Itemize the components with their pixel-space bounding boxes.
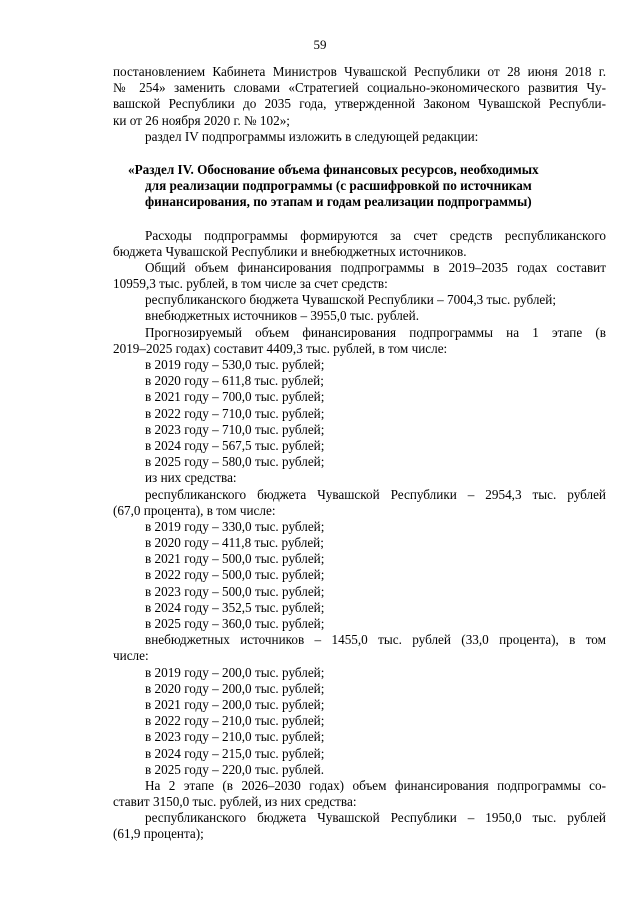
text-line: № 254» заменить словами «Стратегией социально-экономического развития Чу- — [113, 80, 606, 96]
text-line: бюджета Чувашской Республики и внебюджетных источников. — [113, 243, 467, 259]
text-line: в 2020 году – 611,8 тыс. рублей; — [145, 373, 324, 389]
text-line: в 2023 году – 500,0 тыс. рублей; — [145, 583, 325, 599]
text-line: раздел IV подпрограммы изложить в следующей редакции: — [145, 128, 479, 144]
text-line: Общий объем финансирования подпрограммы в 2019–2035 годах составит — [145, 259, 606, 275]
text-line: в 2021 году – 500,0 тыс. рублей; — [145, 551, 325, 567]
text-line: внебюджетных источников – 1455,0 тыс. рублей (33,0 процента), в том — [145, 632, 606, 648]
text-line: в 2022 году – 710,0 тыс. рублей; — [145, 405, 325, 421]
text-line: в 2024 году – 567,5 тыс. рублей; — [145, 437, 325, 453]
text-line: в 2022 году – 210,0 тыс. рублей; — [145, 713, 325, 729]
page-content — [113, 64, 606, 843]
text-line: Прогнозируемый объем финансирования подпрограммы на 1 этапе (в — [145, 324, 606, 340]
text-line: в 2025 году – 580,0 тыс. рублей; — [145, 454, 325, 470]
text-line: (61,9 процента); — [113, 826, 204, 842]
text-line: в 2021 году – 200,0 тыс. рублей; — [145, 696, 325, 712]
text-line: в 2025 году – 220,0 тыс. рублей. — [145, 761, 325, 777]
text-line: На 2 этапе (в 2026–2030 годах) объем финансирования подпрограммы со- — [145, 777, 606, 793]
text-line: республиканского бюджета Чувашской Республики – 7004,3 тыс. рублей; — [145, 292, 556, 308]
text-line: в 2023 году – 210,0 тыс. рублей; — [145, 729, 325, 745]
text-line: в 2020 году – 411,8 тыс. рублей; — [145, 535, 324, 551]
text-line: Расходы подпрограммы формируются за счет средств республиканского — [145, 227, 606, 243]
text-line: ки от 26 ноября 2020 г. № 102»; — [113, 112, 290, 128]
heading-line: «Раздел IV. Обоснование объема финансовых ресурсов, необходимых — [128, 161, 539, 177]
text-line: в 2023 году – 710,0 тыс. рублей; — [145, 421, 325, 437]
text-line: ставит 3150,0 тыс. рублей, из них средства: — [113, 794, 357, 810]
text-line: (67,0 процента), в том числе: — [113, 502, 276, 518]
text-line: в 2019 году – 530,0 тыс. рублей; — [145, 357, 325, 372]
page-number: 59 — [313, 37, 327, 52]
text-line: вашской Республики до 2035 года, утвержденной Законом Чувашской Республи- — [113, 96, 606, 112]
text-line: в 2022 году – 500,0 тыс. рублей; — [145, 567, 325, 583]
section-heading — [113, 162, 606, 211]
text-line: республиканского бюджета Чувашской Республики – 2954,3 тыс. рублей — [145, 486, 606, 502]
text-line: в 2024 году – 352,5 тыс. рублей; — [145, 599, 325, 615]
text-line: 2019–2025 годах) составит 4409,3 тыс. рублей, в том числе: — [113, 340, 448, 356]
text-line: числе: — [113, 648, 149, 664]
heading-line: для реализации подпрограммы (с расшифровкой по источникам — [145, 178, 532, 194]
text-line: в 2019 году – 330,0 тыс. рублей; — [145, 518, 325, 534]
text-line: внебюджетных источников – 3955,0 тыс. рублей. — [145, 308, 419, 324]
text-line: в 2025 году – 360,0 тыс. рублей; — [145, 616, 325, 631]
text-line: в 2021 году – 700,0 тыс. рублей; — [145, 389, 325, 405]
text-line: в 2020 году – 200,0 тыс. рублей; — [145, 680, 325, 696]
text-line: республиканского бюджета Чувашской Республики – 1950,0 тыс. рублей — [145, 810, 606, 826]
text-line: 10959,3 тыс. рублей, в том числе за счет средств: — [113, 276, 388, 292]
text-line: из них средства: — [145, 470, 237, 486]
text-line: в 2019 году – 200,0 тыс. рублей; — [145, 664, 325, 680]
text-line: постановлением Кабинета Министров Чувашской Республики от 28 июня 2018 г. — [113, 64, 606, 79]
heading-line: финансирования, по этапам и годам реализации подпрограммы) — [145, 194, 532, 210]
text-line: в 2024 году – 215,0 тыс. рублей; — [145, 745, 325, 761]
